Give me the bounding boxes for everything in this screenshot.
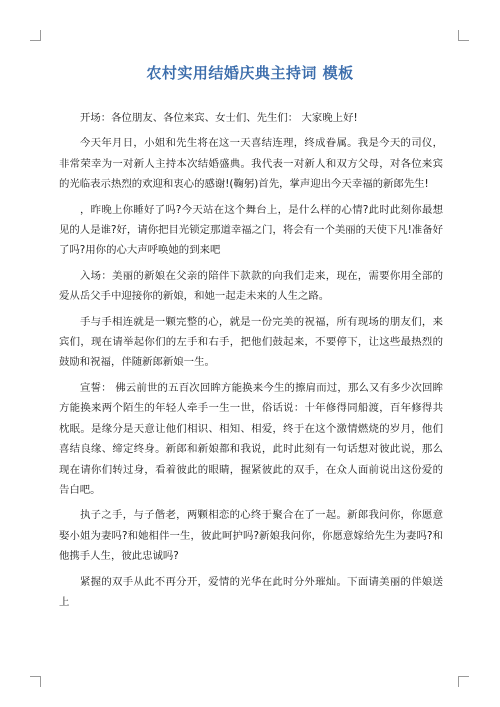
paragraph-hands: 紧握的双手从此不再分开，爱情的光华在此时分外璀灿。下面请美丽的伴娘送上 — [59, 575, 443, 608]
paragraph-opening: 开场：各位朋友、各位来宾、女士们、先生们： 大家晚上好! — [80, 112, 358, 124]
document-body — [59, 108, 443, 617]
paragraph-groom-question: ，昨晚上你睡好了吗?今天站在这个舞台上，是什么样的心情?此时此刻你最想见的人是谁?好，请你把目光锁定那道幸福之门，将会有一个美丽的天使下凡!准备好了吗?用你的心大声呼唤她的到来吧 — [59, 203, 443, 257]
paragraph-applause: 手与手相连就是一颗完整的心，就是一份完美的祝福，所有现场的朋友们，来宾们，现在请举起你们的左手和右手，把他们鼓起来，不要停下，让这些最热烈的鼓励和祝福，伴随新郎新娘一生。 — [59, 315, 443, 369]
paragraph-introduction: 今天年月日，小姐和先生将在这一天喜结连理，终成眷属。我是今天的司仪，非常荣幸为一对新人主持本次结婚盛典。我代表一对新人和双方父母，对各位来宾的光临表示热烈的欢迎和衷心的感谢!(鞠躬)首先，掌声迎出今天幸福的新郎先生! — [59, 137, 443, 191]
document-title: 农村实用结婚庆典主持词 模板 — [146, 64, 354, 82]
paragraph-pledge: 执子之手，与子偕老，两颗相恋的心终于聚合在了一起。新郎我问你，你愿意娶小姐为妻吗?和她相伴一生，彼此呵护吗?新娘我问你，你愿意嫁给先生为妻吗?和他携手人生，彼此忠诚吗? — [59, 509, 443, 563]
crop-mark-bottom-left — [30, 676, 41, 687]
paragraph-vow: 宣誓： 佛云前世的五百次回眸方能换来今生的擦肩而过，那么又有多少次回眸方能换来两个陌生的年轻人牵手一生一世，俗话说：十年修得同船渡，百年修得共枕眠。是缘分是天意让他们相识、相知、相爱，终于在这个激情燃烧的岁月，他们喜结良缘、缔定终身。新郎和新娘都和我说，此时此刻有一句话想对彼此说，那么现在请你们转过身，看着彼此的眼睛，握紧彼此的双手，在众人面前说出这份爱的告白吧。 — [59, 381, 443, 496]
paragraph-entrance: 入场：美丽的新娘在父亲的陪伴下款款的向我们走来，现在，需要你用全部的爱从岳父手中迎接你的新娘，和她一起走未来的人生之路。 — [59, 269, 443, 303]
crop-mark-bottom-right — [458, 676, 469, 687]
crop-mark-top-right — [458, 30, 469, 41]
crop-mark-top-left — [30, 30, 41, 41]
